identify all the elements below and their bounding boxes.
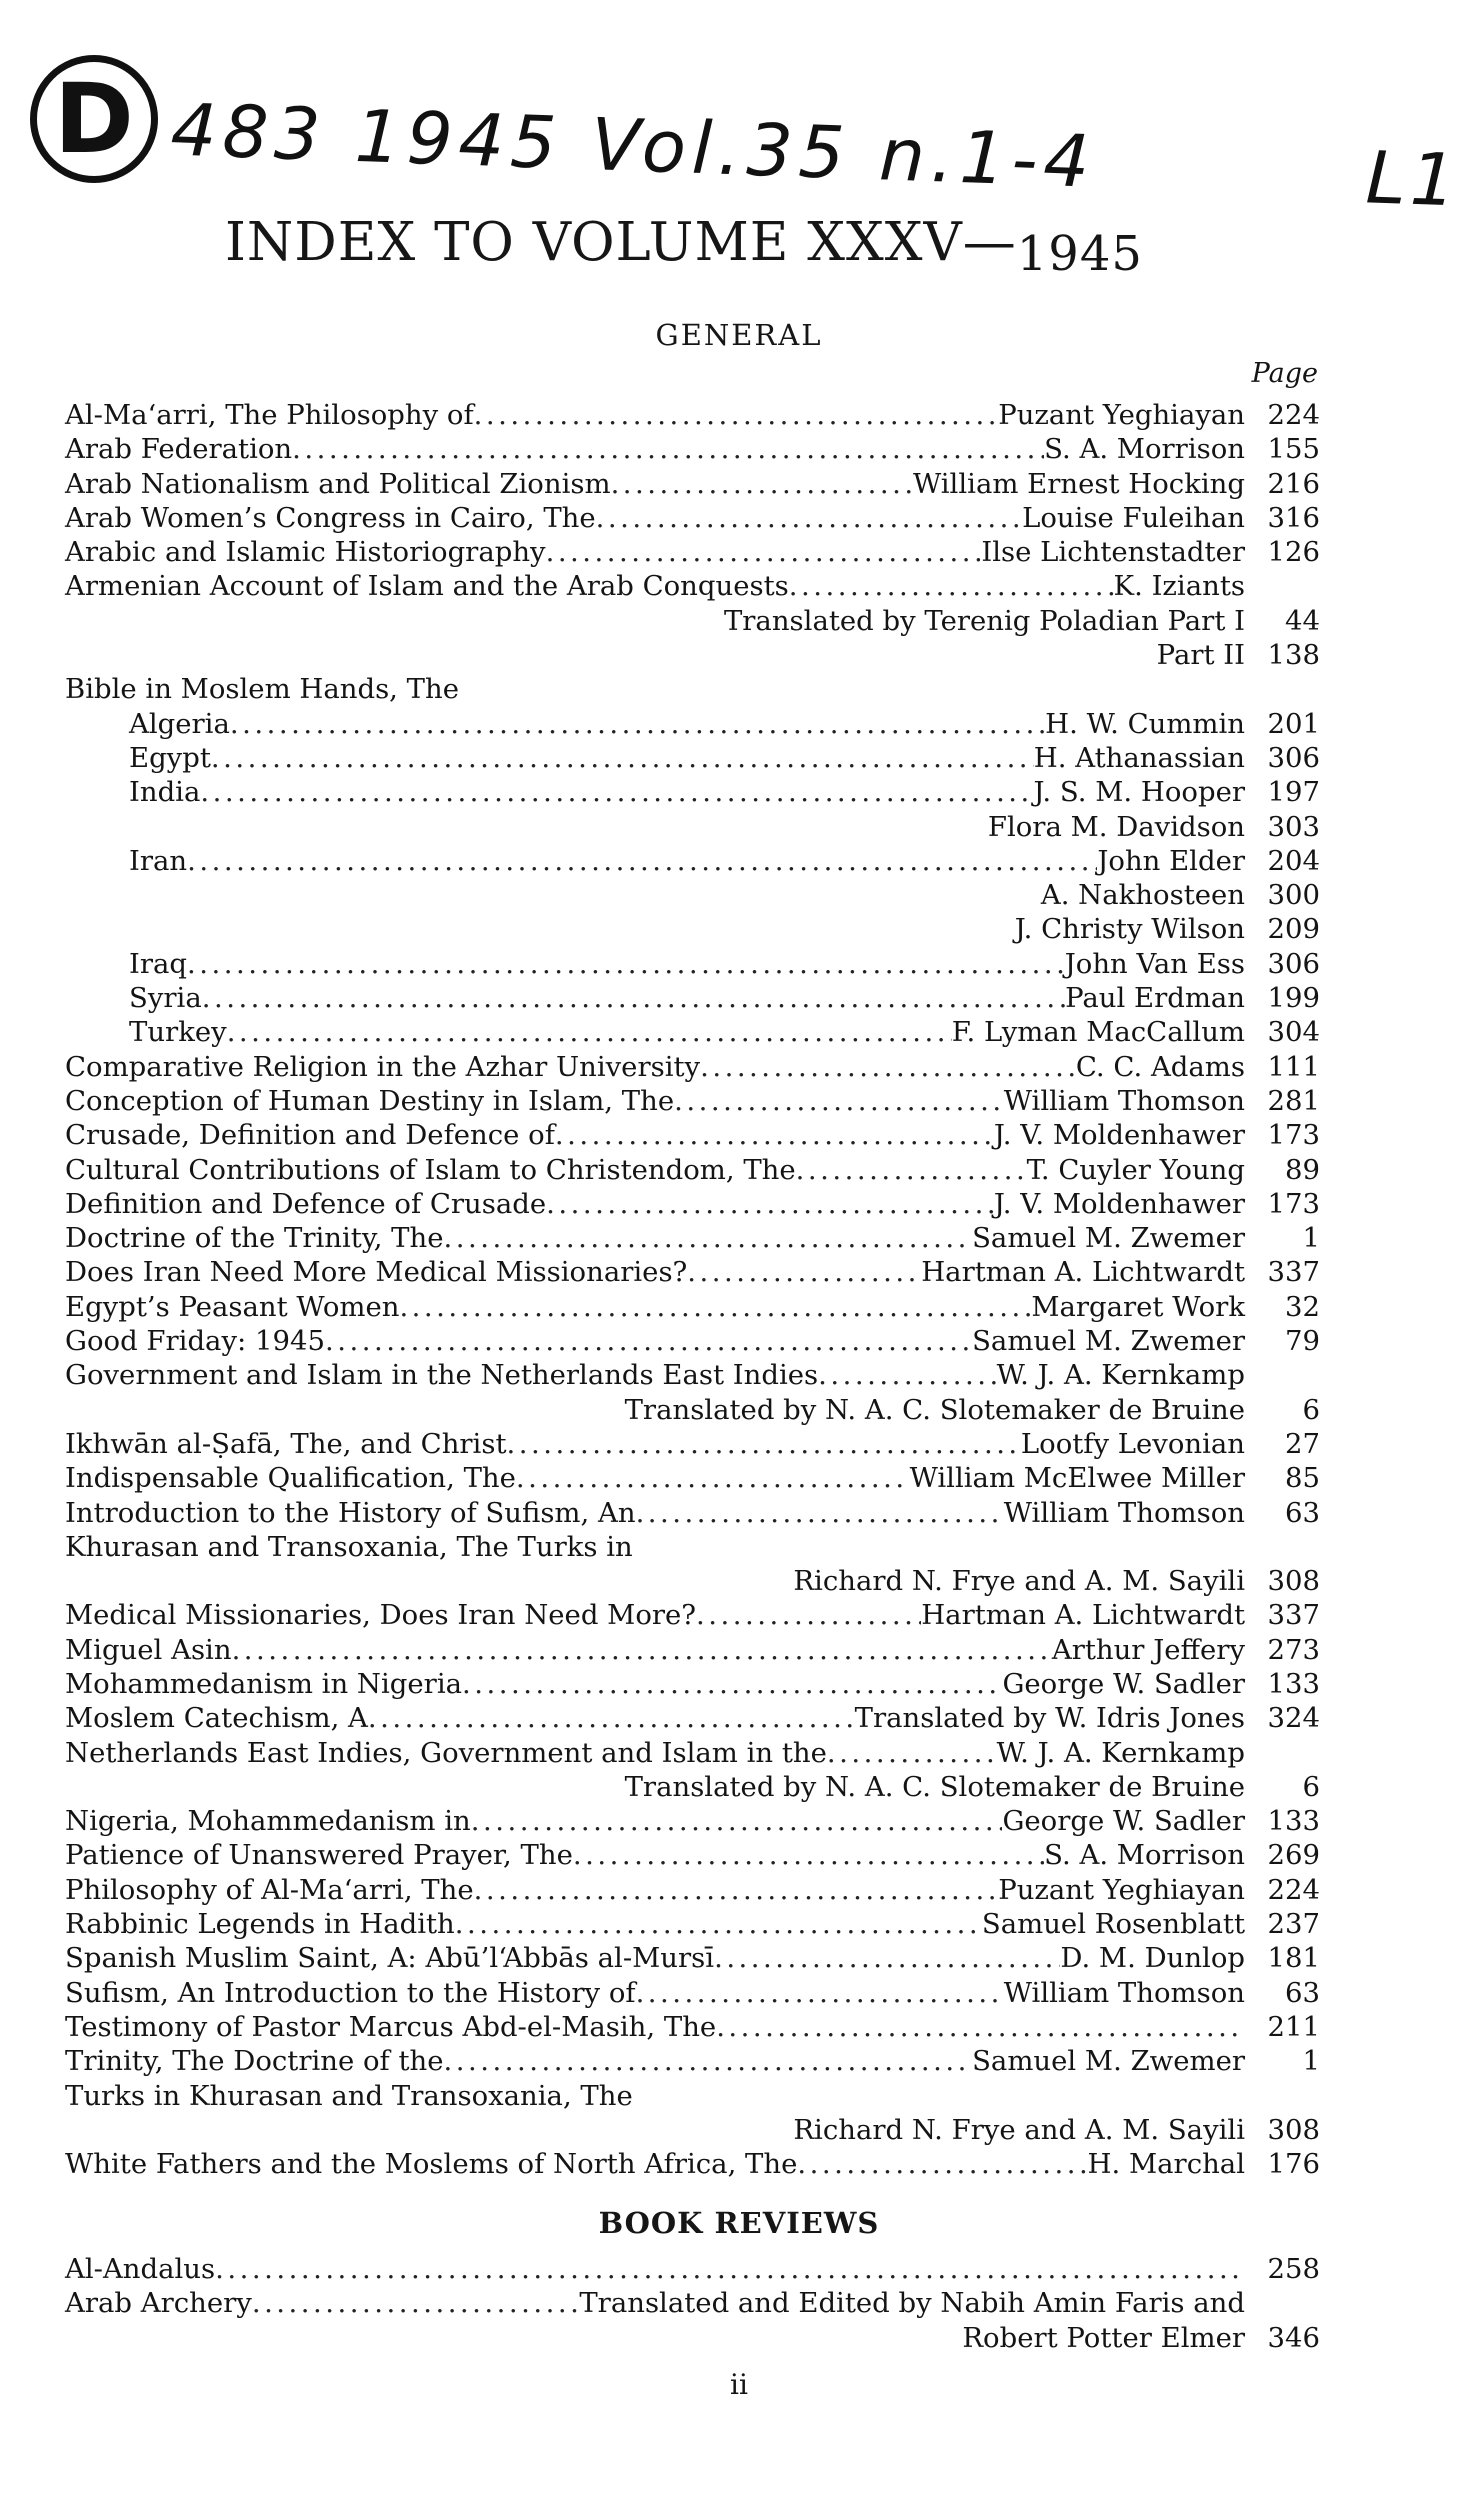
entry-page: 308: [1267, 2113, 1320, 2146]
entry-author: William Thomson: [1003, 1084, 1245, 1117]
dot-leader: [596, 501, 1022, 535]
dot-leader: [462, 1667, 1002, 1701]
entry-title: Algeria: [129, 707, 230, 740]
dot-leader: [555, 1118, 994, 1152]
entry-author: William McElwee Miller: [909, 1462, 1245, 1495]
entry-title: Medical Missionaries, Does Iran Need More?: [65, 1599, 697, 1632]
entry-title: Rabbinic Legends in Hadith: [65, 1908, 455, 1941]
entry-author: Margaret Work: [1031, 1290, 1245, 1323]
entry-page: 32: [1285, 1290, 1320, 1323]
dot-leader: [187, 947, 1065, 981]
entry-title: Egypt: [129, 741, 211, 774]
index-entry: [65, 432, 1320, 466]
entry-title: Miguel Asin: [65, 1633, 232, 1666]
title-text: INDEX TO VOLUME XXXV—: [225, 212, 1017, 273]
dot-leader: [215, 2252, 1245, 2286]
dot-leader: [573, 1838, 1044, 1872]
entry-author: S. A. Morrison: [1044, 1839, 1245, 1872]
dot-leader: [368, 1701, 855, 1735]
entry-page: 181: [1267, 1942, 1320, 1975]
entry-title: Government and Islam in the Netherlands East Indies: [65, 1359, 819, 1392]
dot-leader: [696, 1598, 921, 1632]
entry-title: Sufism, An Introduction to the History of: [65, 1976, 636, 2009]
entry-page: 111: [1267, 1050, 1320, 1083]
index-entry: [65, 501, 1320, 535]
dot-leader: [687, 1255, 921, 1289]
index-entry: [65, 1153, 1320, 1187]
entry-title: Bible in Moslem Hands, The: [65, 673, 459, 706]
dot-leader: [455, 1907, 982, 1941]
index-entry: [65, 1701, 1320, 1735]
index-entry: [65, 1255, 1320, 1289]
entry-title: Good Friday: 1945: [65, 1325, 325, 1358]
entry-author: Louise Fuleihan: [1022, 501, 1245, 534]
entry-page: 173: [1267, 1187, 1320, 1220]
entry-page: 273: [1267, 1633, 1320, 1666]
general-heading: GENERAL: [655, 318, 823, 352]
dot-leader: [252, 2286, 580, 2320]
index-entry: [65, 2286, 1320, 2320]
entry-page: 197: [1267, 776, 1320, 809]
index-entry: [65, 1496, 1320, 1530]
index-entry: [65, 2252, 1320, 2286]
index-entry: [65, 2079, 1320, 2113]
dot-leader: [818, 1358, 997, 1392]
entry-title: Al-Andalus: [65, 2253, 216, 2285]
entry-author: Samuel M. Zwemer: [972, 1325, 1245, 1358]
entry-title: India: [129, 776, 201, 809]
index-entry: [65, 1736, 1320, 1770]
entry-page: 306: [1267, 741, 1320, 774]
entry-author: Arthur Jeffery: [1051, 1633, 1245, 1666]
entry-title: Iraq: [129, 947, 188, 980]
entry-author: Translated by N. A. C. Slotemaker de Bruine: [624, 1393, 1245, 1426]
dot-leader: [211, 741, 1034, 775]
page-title: [225, 212, 1143, 282]
entry-title: Patience of Unanswered Prayer, The: [65, 1839, 573, 1872]
index-entry: [65, 1187, 1320, 1221]
entry-title: Arab Federation: [65, 433, 293, 466]
entry-title: Arab Women’s Congress in Cairo, The: [65, 501, 596, 534]
entry-page: 300: [1267, 879, 1320, 912]
entry-author: Translated and Edited by Nabih Amin Faris and: [579, 2287, 1245, 2320]
index-entry: [65, 672, 1320, 706]
index-entry: [65, 467, 1320, 501]
entry-author: Hartman A. Lichtwardt: [921, 1599, 1245, 1632]
index-entry: [65, 1667, 1320, 1701]
entry-title: Iran: [129, 844, 188, 877]
index-entry: [65, 2321, 1320, 2355]
entry-author: J. V. Moldenhawer: [993, 1187, 1245, 1220]
entry-author: W. J. A. Kernkamp: [996, 1359, 1245, 1392]
entry-author: Translated by Terenig Poladian Part I: [723, 604, 1245, 637]
book-reviews-heading: BOOK REVIEWS: [598, 2206, 880, 2240]
entry-title: Doctrine of the Trinity, The: [65, 1222, 444, 1255]
dot-leader: [187, 844, 1097, 878]
entry-title: Cultural Contributions of Islam to Christendom, The: [65, 1153, 796, 1186]
entry-page: 176: [1267, 2148, 1320, 2181]
dot-leader: [471, 1804, 1003, 1838]
index-entry: [65, 775, 1320, 809]
entry-author: Translated by N. A. C. Slotemaker de Bruine: [624, 1770, 1245, 1803]
dot-leader: [444, 1221, 973, 1255]
index-entry: [65, 604, 1320, 638]
index-entry: [65, 2147, 1320, 2181]
dot-leader: [796, 1153, 1027, 1187]
entry-author: John Elder: [1097, 844, 1245, 877]
entry-author: Samuel M. Zwemer: [972, 1222, 1245, 1255]
index-entry: [65, 535, 1320, 569]
library-stamp: [30, 55, 158, 183]
entry-page: 6: [1302, 1770, 1320, 1803]
entry-title: Conception of Human Destiny in Islam, The: [65, 1084, 675, 1117]
entry-author: Samuel M. Zwemer: [972, 2045, 1245, 2078]
page-column-label: Page: [1251, 358, 1318, 389]
entry-page: 201: [1267, 707, 1320, 740]
entry-title: Mohammedanism in Nigeria: [65, 1667, 463, 1700]
entry-title: Nigeria, Mohammedanism in: [65, 1805, 471, 1838]
dot-leader: [227, 1015, 952, 1049]
index-entry: [65, 947, 1320, 981]
entry-page: 316: [1267, 501, 1320, 534]
index-entry: [65, 1976, 1320, 2010]
dot-leader: [399, 1290, 1031, 1324]
index-entry: [65, 1804, 1320, 1838]
entry-page: 306: [1267, 947, 1320, 980]
index-entry: [65, 2010, 1320, 2044]
index-entry: [65, 844, 1320, 878]
index-entry: [65, 1393, 1320, 1427]
entry-page: 304: [1267, 1016, 1320, 1049]
entry-author: J. S. M. Hooper: [1033, 776, 1245, 809]
dot-leader: [700, 1050, 1076, 1084]
entry-page: 79: [1285, 1325, 1320, 1358]
entry-page: 133: [1267, 1805, 1320, 1838]
dot-leader: [202, 981, 1065, 1015]
entry-author: John Van Ess: [1064, 947, 1245, 980]
entry-title: Comparative Religion in the Azhar University: [65, 1050, 701, 1083]
entry-title: Philosophy of Al-Ma‘arri, The: [65, 1873, 474, 1906]
entry-title: Ikhwān al-Ṣafā, The, and Christ: [65, 1427, 507, 1460]
entry-title: Al-Ma‘arri, The Philosophy of: [65, 399, 474, 431]
entry-author: William Thomson: [1003, 1976, 1245, 2009]
entry-title: Trinity, The Doctrine of the: [65, 2045, 444, 2078]
entry-author: C. C. Adams: [1075, 1050, 1245, 1083]
dot-leader: [232, 1633, 1052, 1667]
index-entry: [65, 1118, 1320, 1152]
index-entry: [65, 1324, 1320, 1358]
entry-author: Richard N. Frye and A. M. Sayili: [793, 2113, 1245, 2146]
dot-leader: [200, 775, 1033, 809]
entry-page: 337: [1267, 1599, 1320, 1632]
entry-title: Introduction to the History of Sufism, An: [65, 1496, 636, 1529]
index-entry: [65, 1907, 1320, 1941]
dot-leader: [474, 398, 999, 432]
index-entry: [65, 1050, 1320, 1084]
index-entry: [65, 398, 1320, 432]
dot-leader: [789, 569, 1114, 603]
entry-author: S. A. Morrison: [1044, 433, 1245, 466]
entry-page: 27: [1285, 1427, 1320, 1460]
index-entry: [65, 878, 1320, 912]
entry-author: Robert Potter Elmer: [962, 2321, 1245, 2354]
index-entry: [65, 707, 1320, 741]
entry-title: Khurasan and Transoxania, The Turks in: [65, 1530, 633, 1563]
entry-title: Arabic and Islamic Historiography: [65, 536, 546, 569]
index-entry: [65, 1770, 1320, 1804]
entry-page: 44: [1285, 604, 1320, 637]
entry-page: 224: [1267, 399, 1320, 431]
entry-title: Spanish Muslim Saint, A: Abū’l‘Abbās al-Mursī: [65, 1942, 715, 1975]
entry-author: W. J. A. Kernkamp: [996, 1736, 1245, 1769]
dot-leader: [444, 2044, 973, 2078]
entry-author: J. Christy Wilson: [1014, 913, 1245, 946]
handwritten-tail: L1: [1364, 135, 1462, 223]
entry-author: Part II: [1156, 639, 1245, 672]
entry-page: 199: [1267, 982, 1320, 1015]
dot-leader: [507, 1427, 1021, 1461]
entry-page: 173: [1267, 1119, 1320, 1152]
entry-author: Puzant Yeghiayan: [998, 399, 1245, 431]
entry-page: 281: [1267, 1084, 1320, 1117]
title-year: 1945: [1016, 226, 1143, 282]
entry-page: 346: [1267, 2321, 1320, 2354]
index-entry: [65, 569, 1320, 603]
entry-author: H. W. Cummin: [1045, 707, 1245, 740]
handwritten-text: 483 1945 Vol.35 n.1-4: [169, 87, 1097, 204]
index-entry: [65, 1598, 1320, 1632]
entry-page: 209: [1267, 913, 1320, 946]
entry-title: Indispensable Qualification, The: [65, 1462, 516, 1495]
index-entry: [65, 1564, 1320, 1598]
index-entry: [65, 912, 1320, 946]
entry-page: 6: [1302, 1393, 1320, 1426]
entry-author: D. M. Dunlop: [1060, 1942, 1245, 1975]
entry-page: 269: [1267, 1839, 1320, 1872]
entry-title: Crusade, Definition and Defence of: [65, 1119, 555, 1152]
dot-leader: [325, 1324, 972, 1358]
entry-author: Lootfy Levonian: [1020, 1427, 1245, 1460]
entry-author: A. Nakhosteen: [1040, 879, 1245, 912]
entry-page: 133: [1267, 1667, 1320, 1700]
entry-title: Netherlands East Indies, Government and Islam in the: [65, 1736, 827, 1769]
entry-author: J. V. Moldenhawer: [993, 1119, 1245, 1152]
index-entry: [65, 1461, 1320, 1495]
entry-title: Does Iran Need More Medical Missionaries?: [65, 1256, 688, 1289]
entry-author: George W. Sadler: [1002, 1805, 1245, 1838]
stamp-letter: D: [54, 63, 134, 175]
entry-title: Armenian Account of Islam and the Arab Conquests: [65, 570, 789, 603]
dot-leader: [674, 1084, 1004, 1118]
entry-page: 237: [1267, 1908, 1320, 1941]
entry-page: 126: [1267, 536, 1320, 569]
entry-author: Flora M. Davidson: [987, 810, 1245, 843]
entry-page: 63: [1285, 1496, 1320, 1529]
entry-page: 63: [1285, 1976, 1320, 2009]
dot-leader: [714, 1941, 1060, 1975]
entry-page: 138: [1267, 639, 1320, 672]
index-entry: [65, 1084, 1320, 1118]
dot-leader: [516, 1461, 910, 1495]
index-entry: [65, 638, 1320, 672]
index-entry: [65, 741, 1320, 775]
dot-leader: [292, 432, 1044, 466]
entry-author: K. Iziants: [1113, 570, 1245, 603]
dot-leader: [716, 2010, 1245, 2044]
entry-page: 224: [1267, 1873, 1320, 1906]
entry-author: William Ernest Hocking: [912, 467, 1245, 500]
entry-title: Turks in Khurasan and Transoxania, The: [65, 2079, 633, 2112]
entry-author: William Thomson: [1003, 1496, 1245, 1529]
entry-page: 1: [1302, 2045, 1320, 2078]
index-entry: [65, 1427, 1320, 1461]
dot-leader: [611, 467, 913, 501]
dot-leader: [636, 1496, 1004, 1530]
entry-title: Moslem Catechism, A: [65, 1702, 368, 1735]
entry-page: 216: [1267, 467, 1320, 500]
entry-title: Arab Archery: [65, 2287, 252, 2320]
entry-title: Turkey: [129, 1016, 227, 1049]
index-entry: [65, 2113, 1320, 2147]
entry-author: Ilse Lichtenstadter: [981, 536, 1245, 569]
index-entry: [65, 1873, 1320, 1907]
dot-leader: [636, 1976, 1004, 2010]
index-entry: [65, 1221, 1320, 1255]
book-reviews-list: [65, 2252, 1320, 2355]
entry-author: Hartman A. Lichtwardt: [921, 1256, 1245, 1289]
entry-author: Translated by W. Idris Jones: [854, 1702, 1245, 1735]
index-entry: [65, 1015, 1320, 1049]
general-index-list: [65, 398, 1320, 2181]
entry-author: H. Athanassian: [1033, 741, 1245, 774]
dot-leader: [474, 1873, 999, 1907]
index-entry: [65, 1358, 1320, 1392]
entry-author: Richard N. Frye and A. M. Sayili: [793, 1565, 1245, 1598]
entry-author: F. Lyman MacCallum: [951, 1016, 1245, 1049]
page-number: ii: [730, 2368, 748, 2401]
dot-leader: [827, 1736, 997, 1770]
entry-page: 1: [1302, 1222, 1320, 1255]
index-entry: [65, 1290, 1320, 1324]
index-entry: [65, 1633, 1320, 1667]
index-entry: [65, 1838, 1320, 1872]
entry-title: Egypt’s Peasant Women: [65, 1290, 400, 1323]
entry-page: 85: [1285, 1462, 1320, 1495]
entry-author: H. Marchal: [1087, 2148, 1245, 2181]
entry-title: Definition and Defence of Crusade: [65, 1187, 547, 1220]
dot-leader: [797, 2147, 1087, 2181]
entry-title: Arab Nationalism and Political Zionism: [65, 467, 611, 500]
entry-page: 303: [1267, 810, 1320, 843]
dot-leader: [546, 1187, 994, 1221]
index-entry: [65, 1941, 1320, 1975]
entry-page: 89: [1285, 1153, 1320, 1186]
entry-page: 211: [1267, 2010, 1320, 2043]
entry-page: 204: [1267, 844, 1320, 877]
entry-author: Puzant Yeghiayan: [998, 1873, 1245, 1906]
index-entry: [65, 1530, 1320, 1564]
entry-page: 258: [1267, 2253, 1320, 2285]
entry-page: 308: [1267, 1565, 1320, 1598]
entry-title: Testimony of Pastor Marcus Abd-el-Masih, The: [65, 2010, 717, 2043]
entry-author: T. Cuyler Young: [1026, 1153, 1245, 1186]
dot-leader: [230, 707, 1045, 741]
entry-title: Syria: [129, 982, 202, 1015]
entry-page: 337: [1267, 1256, 1320, 1289]
index-entry: [65, 981, 1320, 1015]
entry-page: 155: [1267, 433, 1320, 466]
entry-title: White Fathers and the Moslems of North Africa, The: [65, 2148, 798, 2181]
entry-author: Samuel Rosenblatt: [981, 1908, 1245, 1941]
index-entry: [65, 2044, 1320, 2078]
index-entry: [65, 810, 1320, 844]
dot-leader: [546, 535, 982, 569]
entry-page: 324: [1267, 1702, 1320, 1735]
entry-author: George W. Sadler: [1002, 1667, 1245, 1700]
entry-author: Paul Erdman: [1065, 982, 1245, 1015]
